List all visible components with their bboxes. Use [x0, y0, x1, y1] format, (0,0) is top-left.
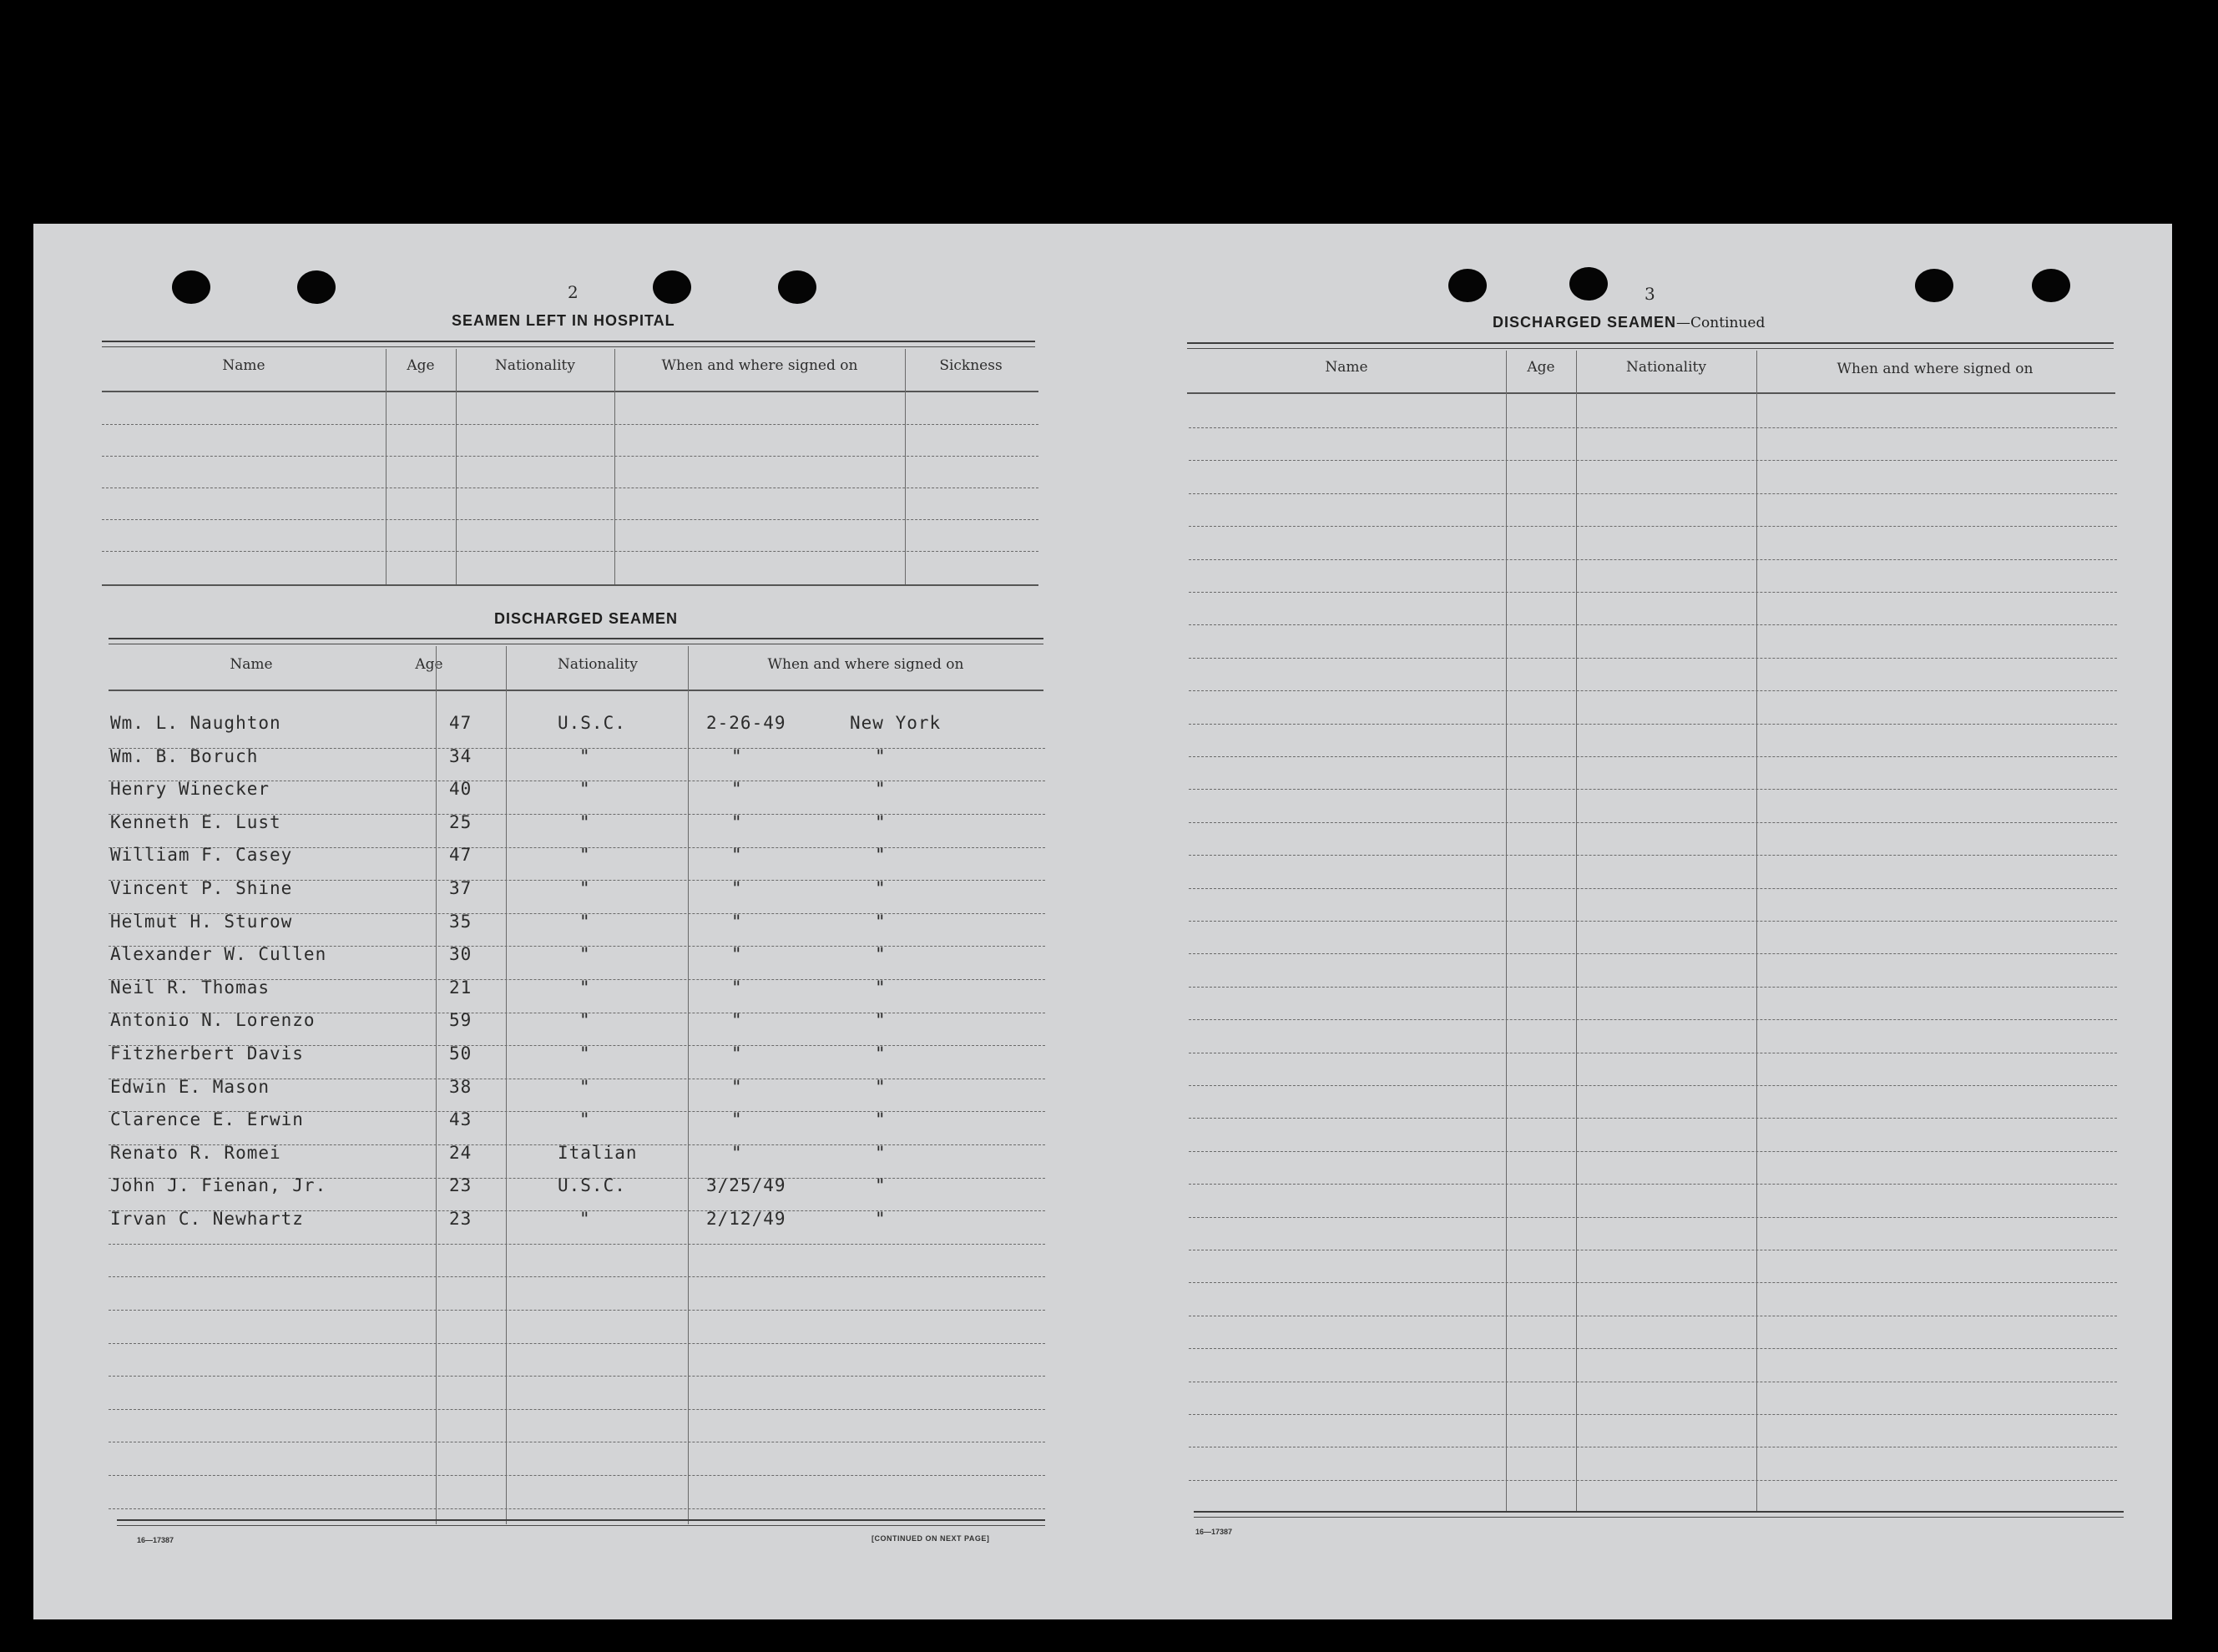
seaman-nationality: " [579, 1209, 591, 1229]
seaman-signed-place: " [875, 1142, 887, 1163]
seaman-age: 25 [449, 811, 472, 832]
seaman-age: 23 [449, 1175, 472, 1196]
seaman-nationality: " [579, 977, 591, 998]
seaman-signed-place: New York [850, 713, 942, 733]
seaman-signed-date: 2-26-49 [706, 713, 786, 733]
table-row-line [1189, 855, 2117, 856]
seaman-signed-date: " [731, 1142, 743, 1163]
seaman-name: Edwin E. Mason [110, 1076, 270, 1097]
table-row-line [1189, 888, 2117, 889]
seaman-nationality: " [579, 1043, 591, 1063]
table-row-line [1189, 526, 2117, 527]
hospital-row-line [102, 519, 1038, 520]
discharged-header-rule [109, 690, 1043, 691]
seaman-signed-place: " [875, 1076, 887, 1097]
discharged-section-title: DISCHARGED SEAMEN [494, 610, 679, 627]
seaman-age: 35 [449, 911, 472, 932]
seaman-signed-place: " [875, 977, 887, 998]
seaman-name: Vincent P. Shine [110, 878, 293, 898]
seaman-age: 40 [449, 779, 472, 800]
seaman-nationality: " [579, 944, 591, 965]
seaman-age: 50 [449, 1043, 472, 1063]
punch-hole [653, 270, 691, 304]
discharged-top-rule [109, 638, 1043, 644]
right-col-age: Age [1527, 359, 1555, 376]
table-row-line [109, 1310, 1045, 1311]
seaman-name: Fitzherbert Davis [110, 1043, 304, 1063]
discharged-col-age: Age [415, 656, 443, 673]
table-row-line [1189, 953, 2117, 954]
hospital-bottom-rule [102, 584, 1038, 586]
seaman-age: 37 [449, 878, 472, 898]
seaman-nationality: " [579, 845, 591, 866]
hospital-col-divider [456, 349, 457, 584]
punch-hole [1569, 267, 1608, 301]
table-row-line [1189, 921, 2117, 922]
seaman-signed-place: " [875, 845, 887, 866]
seaman-signed-date: " [731, 845, 743, 866]
continued-section-title-main: DISCHARGED SEAMEN [1493, 314, 1677, 331]
hospital-section-title: SEAMEN LEFT IN HOSPITAL [452, 312, 675, 329]
seaman-nationality: " [579, 878, 591, 898]
table-row-line [1189, 756, 2117, 757]
seaman-age: 30 [449, 944, 472, 965]
discharged-col-nationality: Nationality [558, 656, 638, 673]
seaman-nationality: Italian [558, 1142, 638, 1163]
seaman-signed-place: " [875, 811, 887, 832]
hospital-top-rule [102, 341, 1035, 347]
seaman-age: 47 [449, 713, 472, 733]
seaman-signed-date: " [731, 1043, 743, 1063]
page-number-right: 3 [1645, 284, 1655, 304]
seaman-age: 23 [449, 1209, 472, 1229]
hospital-col-name: Name [222, 357, 265, 374]
seaman-signed-date: " [731, 944, 743, 965]
seaman-signed-place: " [875, 1109, 887, 1130]
seaman-age: 21 [449, 977, 472, 998]
table-row-line [1189, 987, 2117, 988]
table-row-line [109, 1276, 1045, 1277]
right-col-divider [1756, 351, 1757, 1511]
hospital-col-age: Age [407, 357, 435, 374]
form-number-right: 16—17387 [1195, 1528, 1233, 1536]
seaman-age: 59 [449, 1010, 472, 1031]
hospital-col-divider [614, 349, 615, 584]
hospital-col-divider [386, 349, 387, 584]
page-number-left: 2 [568, 282, 578, 302]
hospital-row-line [102, 551, 1038, 552]
seaman-age: 24 [449, 1142, 472, 1163]
hospital-col-divider [905, 349, 906, 584]
seaman-name: Irvan C. Newhartz [110, 1209, 304, 1229]
table-row-line [1189, 559, 2117, 560]
right-header-rule [1187, 392, 2115, 394]
punch-hole [778, 270, 816, 304]
continued-section-title [1493, 314, 1765, 331]
right-col-signed-on: When and where signed on [1837, 361, 2034, 377]
seaman-nationality: " [579, 811, 591, 832]
seaman-signed-date: 3/25/49 [706, 1175, 786, 1196]
continued-section-title-suffix: —Continued [1676, 315, 1766, 331]
discharged-col-divider [436, 646, 437, 1524]
seaman-name: Wm. L. Naughton [110, 713, 281, 733]
form-number-left: 16—17387 [137, 1536, 174, 1544]
discharged-col-name: Name [230, 656, 273, 673]
seaman-signed-date: " [731, 1010, 743, 1031]
table-row-line [1189, 1480, 2117, 1481]
table-row-line [1189, 789, 2117, 790]
table-row-line [1189, 1118, 2117, 1119]
seaman-nationality: U.S.C. [558, 1175, 626, 1196]
right-col-divider [1576, 351, 1577, 1511]
table-row-line [1189, 427, 2117, 428]
hospital-col-sickness: Sickness [939, 357, 1003, 374]
table-row-line [109, 1376, 1045, 1377]
punch-hole [1448, 269, 1487, 302]
table-row-line [1189, 1348, 2117, 1349]
seaman-name: John J. Fienan, Jr. [110, 1175, 327, 1196]
punch-hole [1915, 269, 1953, 302]
seaman-signed-date: " [731, 1076, 743, 1097]
punch-hole [2032, 269, 2070, 302]
seaman-signed-place: " [875, 1209, 887, 1229]
seaman-nationality: " [579, 1076, 591, 1097]
table-row-line [1189, 822, 2117, 823]
table-row-line [109, 1343, 1045, 1344]
seaman-name: Clarence E. Erwin [110, 1109, 304, 1130]
hospital-row-line [102, 456, 1038, 457]
seaman-signed-date: " [731, 811, 743, 832]
table-row-line [1189, 690, 2117, 691]
hospital-col-nationality: Nationality [495, 357, 575, 374]
discharged-col-signed-on: When and where signed on [767, 656, 964, 673]
seaman-signed-place: " [875, 1175, 887, 1196]
table-row-line [109, 1244, 1045, 1245]
seaman-signed-place: " [875, 944, 887, 965]
table-row-line [1189, 1019, 2117, 1020]
seaman-name: Wm. B. Boruch [110, 745, 259, 766]
discharged-col-divider [688, 646, 689, 1524]
seaman-signed-date: 2/12/49 [706, 1209, 786, 1229]
seaman-nationality: " [579, 1109, 591, 1130]
seaman-signed-date: " [731, 911, 743, 932]
seaman-signed-date: " [731, 977, 743, 998]
seaman-signed-place: " [875, 878, 887, 898]
table-row-line [1189, 1184, 2117, 1185]
table-row-line [1189, 460, 2117, 461]
seaman-signed-place: " [875, 911, 887, 932]
discharged-col-divider [506, 646, 507, 1524]
seaman-age: 38 [449, 1076, 472, 1097]
seaman-name: Alexander W. Cullen [110, 944, 327, 965]
table-row-line [1189, 592, 2117, 593]
table-row-line [1189, 658, 2117, 659]
table-row-line [109, 1475, 1045, 1476]
seaman-signed-date: " [731, 779, 743, 800]
hospital-row-line [102, 424, 1038, 425]
ledger-sheet [33, 224, 2172, 1619]
seaman-age: 34 [449, 745, 472, 766]
punch-hole [172, 270, 210, 304]
right-top-rule [1187, 342, 2114, 349]
table-row-line [109, 1508, 1045, 1509]
table-row-line [1189, 493, 2117, 494]
seaman-signed-place: " [875, 779, 887, 800]
table-row-line [1189, 1282, 2117, 1283]
seaman-signed-date: " [731, 878, 743, 898]
seaman-signed-place: " [875, 745, 887, 766]
punch-hole [297, 270, 336, 304]
discharged-bottom-rule [117, 1519, 1045, 1526]
right-bottom-rule [1194, 1511, 2124, 1518]
seaman-signed-date: " [731, 1109, 743, 1130]
seaman-signed-place: " [875, 1010, 887, 1031]
hospital-col-signed-on: When and where signed on [661, 357, 858, 374]
seaman-name: Antonio N. Lorenzo [110, 1010, 316, 1031]
seaman-name: Kenneth E. Lust [110, 811, 281, 832]
hospital-header-rule [102, 391, 1038, 392]
seaman-signed-place: " [875, 1043, 887, 1063]
seaman-signed-date: " [731, 745, 743, 766]
table-row-line [1189, 624, 2117, 625]
seaman-name: Renato R. Romei [110, 1142, 281, 1163]
table-row-line [1189, 1085, 2117, 1086]
table-row-line [1189, 1151, 2117, 1152]
right-col-divider [1506, 351, 1507, 1511]
seaman-age: 47 [449, 845, 472, 866]
table-row-line [1189, 1414, 2117, 1415]
seaman-nationality: " [579, 745, 591, 766]
seaman-age: 43 [449, 1109, 472, 1130]
seaman-name: Henry Winecker [110, 779, 270, 800]
seaman-nationality: U.S.C. [558, 713, 626, 733]
continued-note: [CONTINUED ON NEXT PAGE] [872, 1534, 990, 1543]
seaman-nationality: " [579, 1010, 591, 1031]
right-col-name: Name [1325, 359, 1368, 376]
seaman-nationality: " [579, 911, 591, 932]
right-col-nationality: Nationality [1626, 359, 1706, 376]
seaman-name: Helmut H. Sturow [110, 911, 293, 932]
table-row-line [1189, 1217, 2117, 1218]
table-row-line [109, 1409, 1045, 1410]
seaman-name: William F. Casey [110, 845, 293, 866]
seaman-name: Neil R. Thomas [110, 977, 270, 998]
table-row-line [1189, 724, 2117, 725]
seaman-nationality: " [579, 779, 591, 800]
